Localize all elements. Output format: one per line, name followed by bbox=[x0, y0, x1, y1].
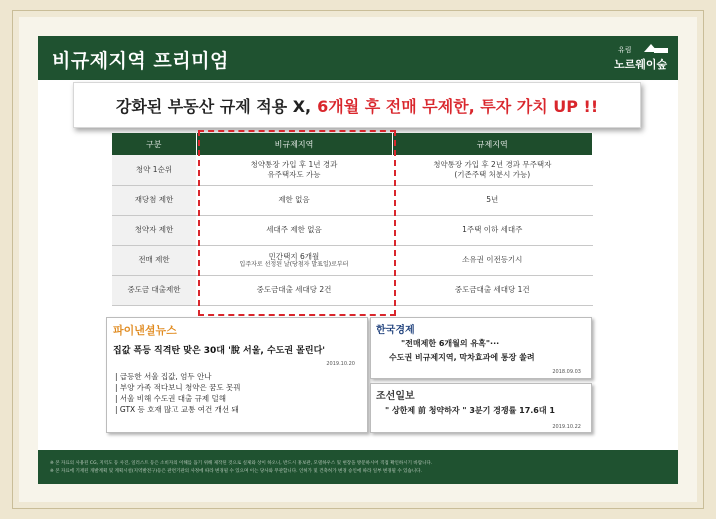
logo-brand-text: 노르웨이숲 bbox=[614, 58, 668, 71]
table-header-row bbox=[112, 133, 593, 155]
cell-line: 청약통장 가입 후 1년 경과 bbox=[250, 160, 338, 170]
non-regulated-cell bbox=[196, 245, 392, 275]
source-name-b: 뉴스 bbox=[155, 324, 177, 337]
news-source-logo: 조선일보 bbox=[376, 391, 415, 402]
cell-line: 청약통장 가입 후 2년 경과 무주택자 bbox=[433, 160, 552, 170]
news-headline: " 상한제 前 청약하자 " 3분기 경쟁률 17.6대 1 bbox=[385, 406, 555, 415]
comparison-table bbox=[112, 133, 593, 306]
headline-highlight: 6개월 후 전매 무제한, 투자 가치 UP !! bbox=[317, 96, 599, 116]
regulated-cell: 중도금대출 세대당 1건 bbox=[392, 275, 593, 305]
news-date: 2019.10.20 bbox=[326, 361, 355, 367]
row-label: 재당첨 제한 bbox=[112, 185, 196, 215]
table-row bbox=[112, 185, 593, 215]
news-bullets bbox=[115, 371, 241, 415]
regulated-cell bbox=[392, 155, 593, 185]
headline-banner bbox=[73, 82, 641, 128]
non-regulated-cell bbox=[196, 155, 392, 185]
row-label: 청약 1순위 bbox=[112, 155, 196, 185]
cell-line: (기존주택 처분시 가능) bbox=[454, 169, 531, 179]
table-row bbox=[112, 215, 593, 245]
list-item: | 급등한 서울 집값, 엄두 안나 bbox=[115, 372, 212, 381]
news-date: 2019.10.22 bbox=[552, 424, 581, 430]
list-item: | 서울 비해 수도권 대출 규제 덜해 bbox=[115, 394, 227, 403]
row-label: 전매 제한 bbox=[112, 245, 196, 275]
news-clip-chosun bbox=[370, 383, 592, 433]
list-item: | GTX 등 호재 많고 교통 여건 개선 돼 bbox=[115, 405, 239, 414]
table-row bbox=[112, 275, 593, 305]
regulated-cell: 5년 bbox=[392, 185, 593, 215]
regulated-cell: 소유권 이전등기시 bbox=[392, 245, 593, 275]
logo-small-text: 유림 bbox=[618, 46, 632, 54]
news-headline-line1: "전매제한 6개월의 유혹"··· bbox=[401, 339, 500, 348]
cell-line: 입주자로 선정된 날(당첨자 발표일)로부터 bbox=[239, 260, 349, 268]
news-clip-financial bbox=[106, 317, 368, 433]
news-clip-hankyung bbox=[370, 317, 592, 379]
news-headline-line2: 수도권 비규제지역, 막차효과에 통장 쏠려 bbox=[389, 353, 535, 362]
house-icon bbox=[644, 44, 658, 52]
news-date: 2018.09.03 bbox=[552, 369, 581, 375]
non-regulated-cell: 중도금대출 세대당 2건 bbox=[196, 275, 392, 305]
row-label: 중도금 대출제한 bbox=[112, 275, 196, 305]
content-panel bbox=[38, 36, 678, 484]
regulated-cell: 1주택 이하 세대주 bbox=[392, 215, 593, 245]
news-headline: 집값 폭등 직격탄 맞은 30대 '脫 서울, 수도권 몰린다' bbox=[113, 346, 326, 356]
non-regulated-cell: 세대주 제한 없음 bbox=[196, 215, 392, 245]
disclaimer-line: ※ 본 자료에 기재된 개발계획 및 계획시설(지역발전구)등은 관련기관의 사정에 따라 변경될 수 있으며 이는 당사와 무관합니다. 인허가 및 건축허가 변경 승인에 따라 일부 변경될 수 있습니다. bbox=[50, 469, 422, 474]
list-item: | 부양 가족 적다보니 청약은 꿈도 못꿔 bbox=[115, 383, 241, 392]
source-name-a: 파이낸셜 bbox=[113, 324, 156, 337]
brand-logo bbox=[614, 42, 670, 70]
news-source-logo bbox=[113, 322, 177, 338]
headline-main: 강화된 부동산 규제 적용 X, bbox=[115, 96, 312, 116]
row-label: 청약자 제한 bbox=[112, 215, 196, 245]
non-regulated-cell: 제한 없음 bbox=[196, 185, 392, 215]
col-header-category: 구분 bbox=[112, 133, 196, 155]
col-header-non-regulated: 비규제지역 bbox=[196, 133, 392, 155]
table-row bbox=[112, 245, 593, 275]
disclaimer-line: ※ 본 자료의 사용된 CG, 지역도 등 사진, 일러스트 등은 소비자의 이해를 돕기 위해 제작된 것으로 실제와 상이 하오니, 반드시 홍보관, 모델하우스 및 현장을 방문하시어 직접 확인하시기 바랍니다. bbox=[50, 461, 433, 466]
page-title: 비규제지역 프리미엄 bbox=[52, 50, 229, 72]
disclaimer-footer bbox=[50, 460, 670, 476]
cell-line: 민간택지 6개월 bbox=[268, 251, 320, 261]
col-header-regulated: 규제지역 bbox=[392, 133, 593, 155]
table-row bbox=[112, 155, 593, 185]
cell-line: 유주택자도 가능 bbox=[267, 169, 321, 179]
news-source-logo: 한국경제 bbox=[376, 325, 415, 336]
